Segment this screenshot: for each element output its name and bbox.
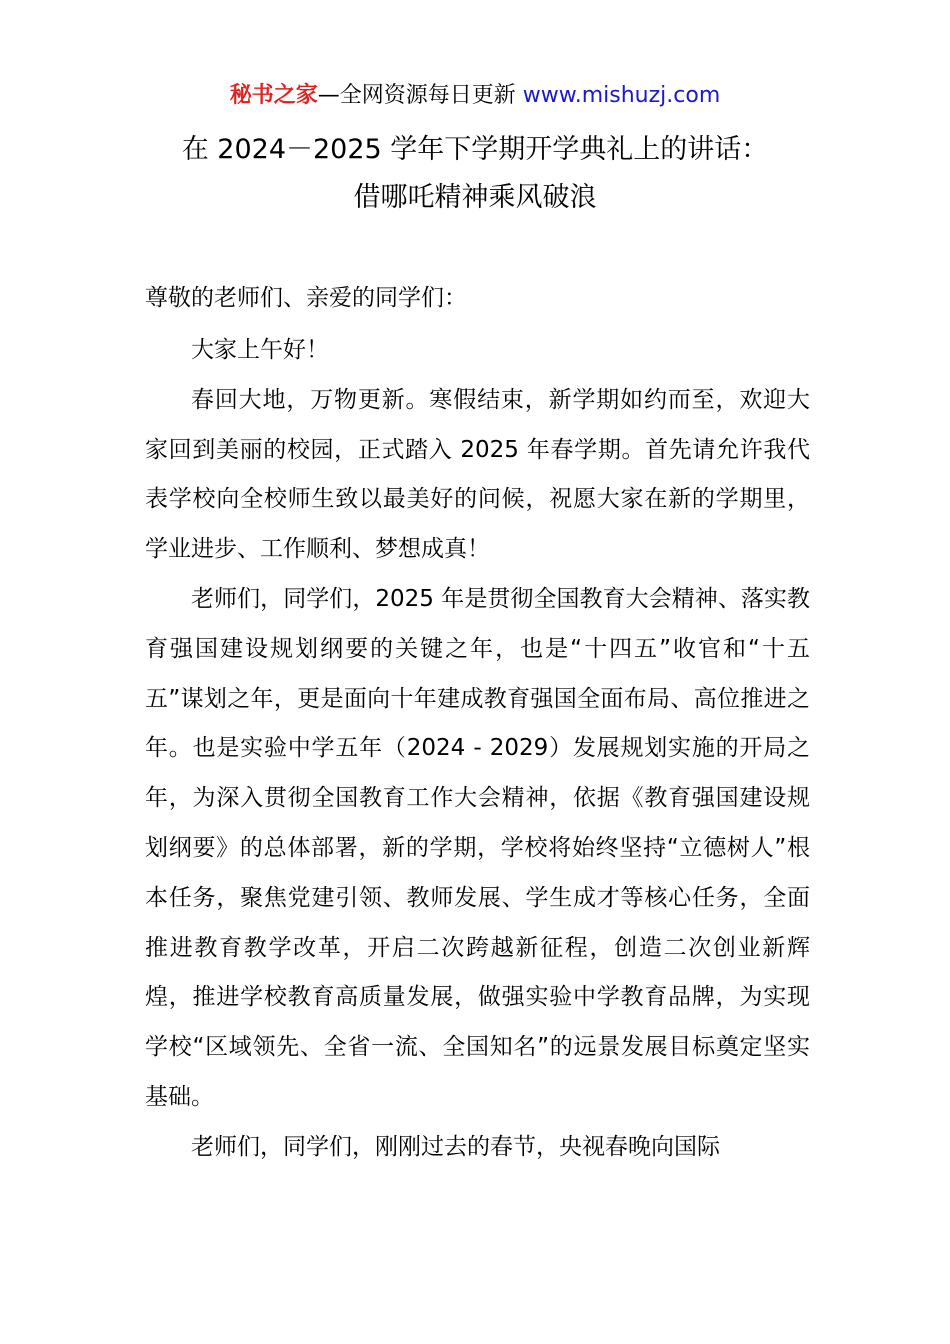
header-tagline: —全网资源每日更新 (317, 83, 523, 108)
paragraph-new-semester: 春回大地，万物更新。寒假结束，新学期如约而至，欢迎大家回到美丽的校园，正式踏入 2025 年春学期。首先请允许我代表学校向全校师生致以最美好的问候，祝愿大家在新的学期里，学业进步、工作顺利、梦想成真！ (145, 386, 810, 563)
header-banner (0, 80, 950, 112)
salutation: 尊敬的老师们、亲爱的同学们： (145, 285, 467, 311)
brand-name: 秘书之家 (229, 83, 318, 108)
document-title-line-1: 在 2024－2025 学年下学期开学典礼上的讲话： (181, 134, 769, 165)
site-link[interactable]: www.mishuzj.com (522, 83, 721, 108)
document-title-line-2: 借哪吒精神乘风破浪 (353, 182, 597, 213)
paragraph-2025-goals: 老师们，同学们，2025 年是贯彻全国教育大会精神、落实教育强国建设规划纲要的关键之年，也是“十四五”收官和“十五五”谋划之年，更是面向十年建成教育强国全面布局、高位推进之年。也是实验中学五年（2024 - 2029）发展规划实施的开局之年，为深入贯彻全国教育工作大会精神，依据《教育强国建设规划纲要》的总体部署，新的学期，学校将始终坚持“立德树人”根本任务，聚焦党建引领、教师发展、学生成才等核心任务，全面推进教育教学改革，开启二次跨越新征程，创造二次创业新辉煌，推进学校教育高质量发展，做强实验中学教育品牌，为实现学校“区域领先、全省一流、全国知名”的远景发展目标奠定坚实基础。 (145, 585, 810, 1110)
speech-body (145, 326, 810, 1173)
paragraph-spring-festival: 老师们，同学们，刚刚过去的春节，央视春晚向国际 (191, 1133, 720, 1160)
paragraph-greeting: 大家上午好！ (191, 337, 329, 363)
